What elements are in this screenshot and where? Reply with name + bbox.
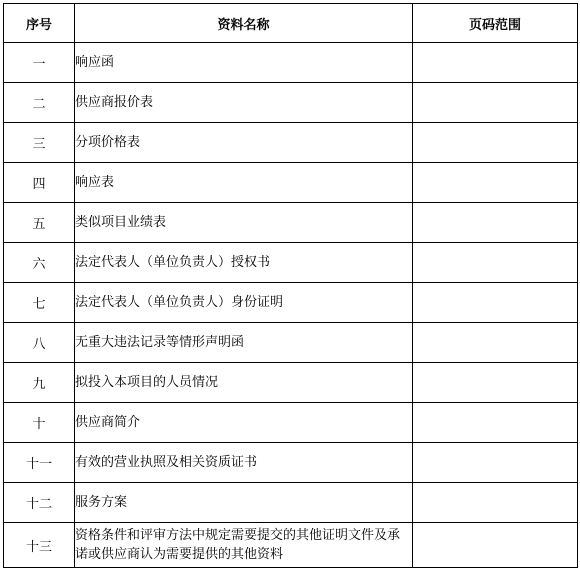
row-number: 三 [4,123,75,163]
row-pages[interactable] [413,83,578,123]
row-name: 类似项目业绩表 [75,203,413,243]
row-pages[interactable] [413,243,578,283]
header-name: 资料名称 [75,4,413,43]
row-pages[interactable] [413,403,578,443]
row-pages[interactable] [413,123,578,163]
table-header-row [4,4,578,43]
row-number: 十三 [4,523,75,568]
table-row [4,323,578,363]
row-pages[interactable] [413,283,578,323]
row-name: 供应商简介 [75,403,413,443]
row-number: 七 [4,283,75,323]
table-row [4,363,578,403]
row-number: 十二 [4,483,75,523]
table-row [4,203,578,243]
table-row [4,483,578,523]
row-number: 六 [4,243,75,283]
row-number: 九 [4,363,75,403]
row-name: 拟投入本项目的人员情况 [75,363,413,403]
header-pages: 页码范围 [413,4,578,43]
row-pages[interactable] [413,483,578,523]
table-row [4,163,578,203]
table-row [4,443,578,483]
row-number: 五 [4,203,75,243]
row-pages[interactable] [413,363,578,403]
row-pages[interactable] [413,163,578,203]
row-name: 供应商报价表 [75,83,413,123]
row-name: 有效的营业执照及相关资质证书 [75,443,413,483]
row-name: 响应函 [75,43,413,83]
table-row [4,403,578,443]
row-name: 法定代表人（单位负责人）授权书 [75,243,413,283]
table-row [4,83,578,123]
row-pages[interactable] [413,523,578,568]
row-pages[interactable] [413,43,578,83]
document-table [3,3,578,568]
header-number: 序号 [4,4,75,43]
row-pages[interactable] [413,203,578,243]
row-number: 八 [4,323,75,363]
row-number: 四 [4,163,75,203]
row-number: 十 [4,403,75,443]
row-name: 法定代表人（单位负责人）身份证明 [75,283,413,323]
table-row [4,523,578,568]
row-pages[interactable] [413,443,578,483]
row-name: 服务方案 [75,483,413,523]
table-row [4,243,578,283]
table-row [4,43,578,83]
row-number: 一 [4,43,75,83]
row-name: 资格条件和评审方法中规定需要提交的其他证明文件及承诺或供应商认为需要提供的其他资料 [75,523,413,568]
row-pages[interactable] [413,323,578,363]
row-name: 响应表 [75,163,413,203]
row-name: 分项价格表 [75,123,413,163]
row-number: 二 [4,83,75,123]
row-name: 无重大违法记录等情形声明函 [75,323,413,363]
table-row [4,283,578,323]
row-number: 十一 [4,443,75,483]
table-row [4,123,578,163]
